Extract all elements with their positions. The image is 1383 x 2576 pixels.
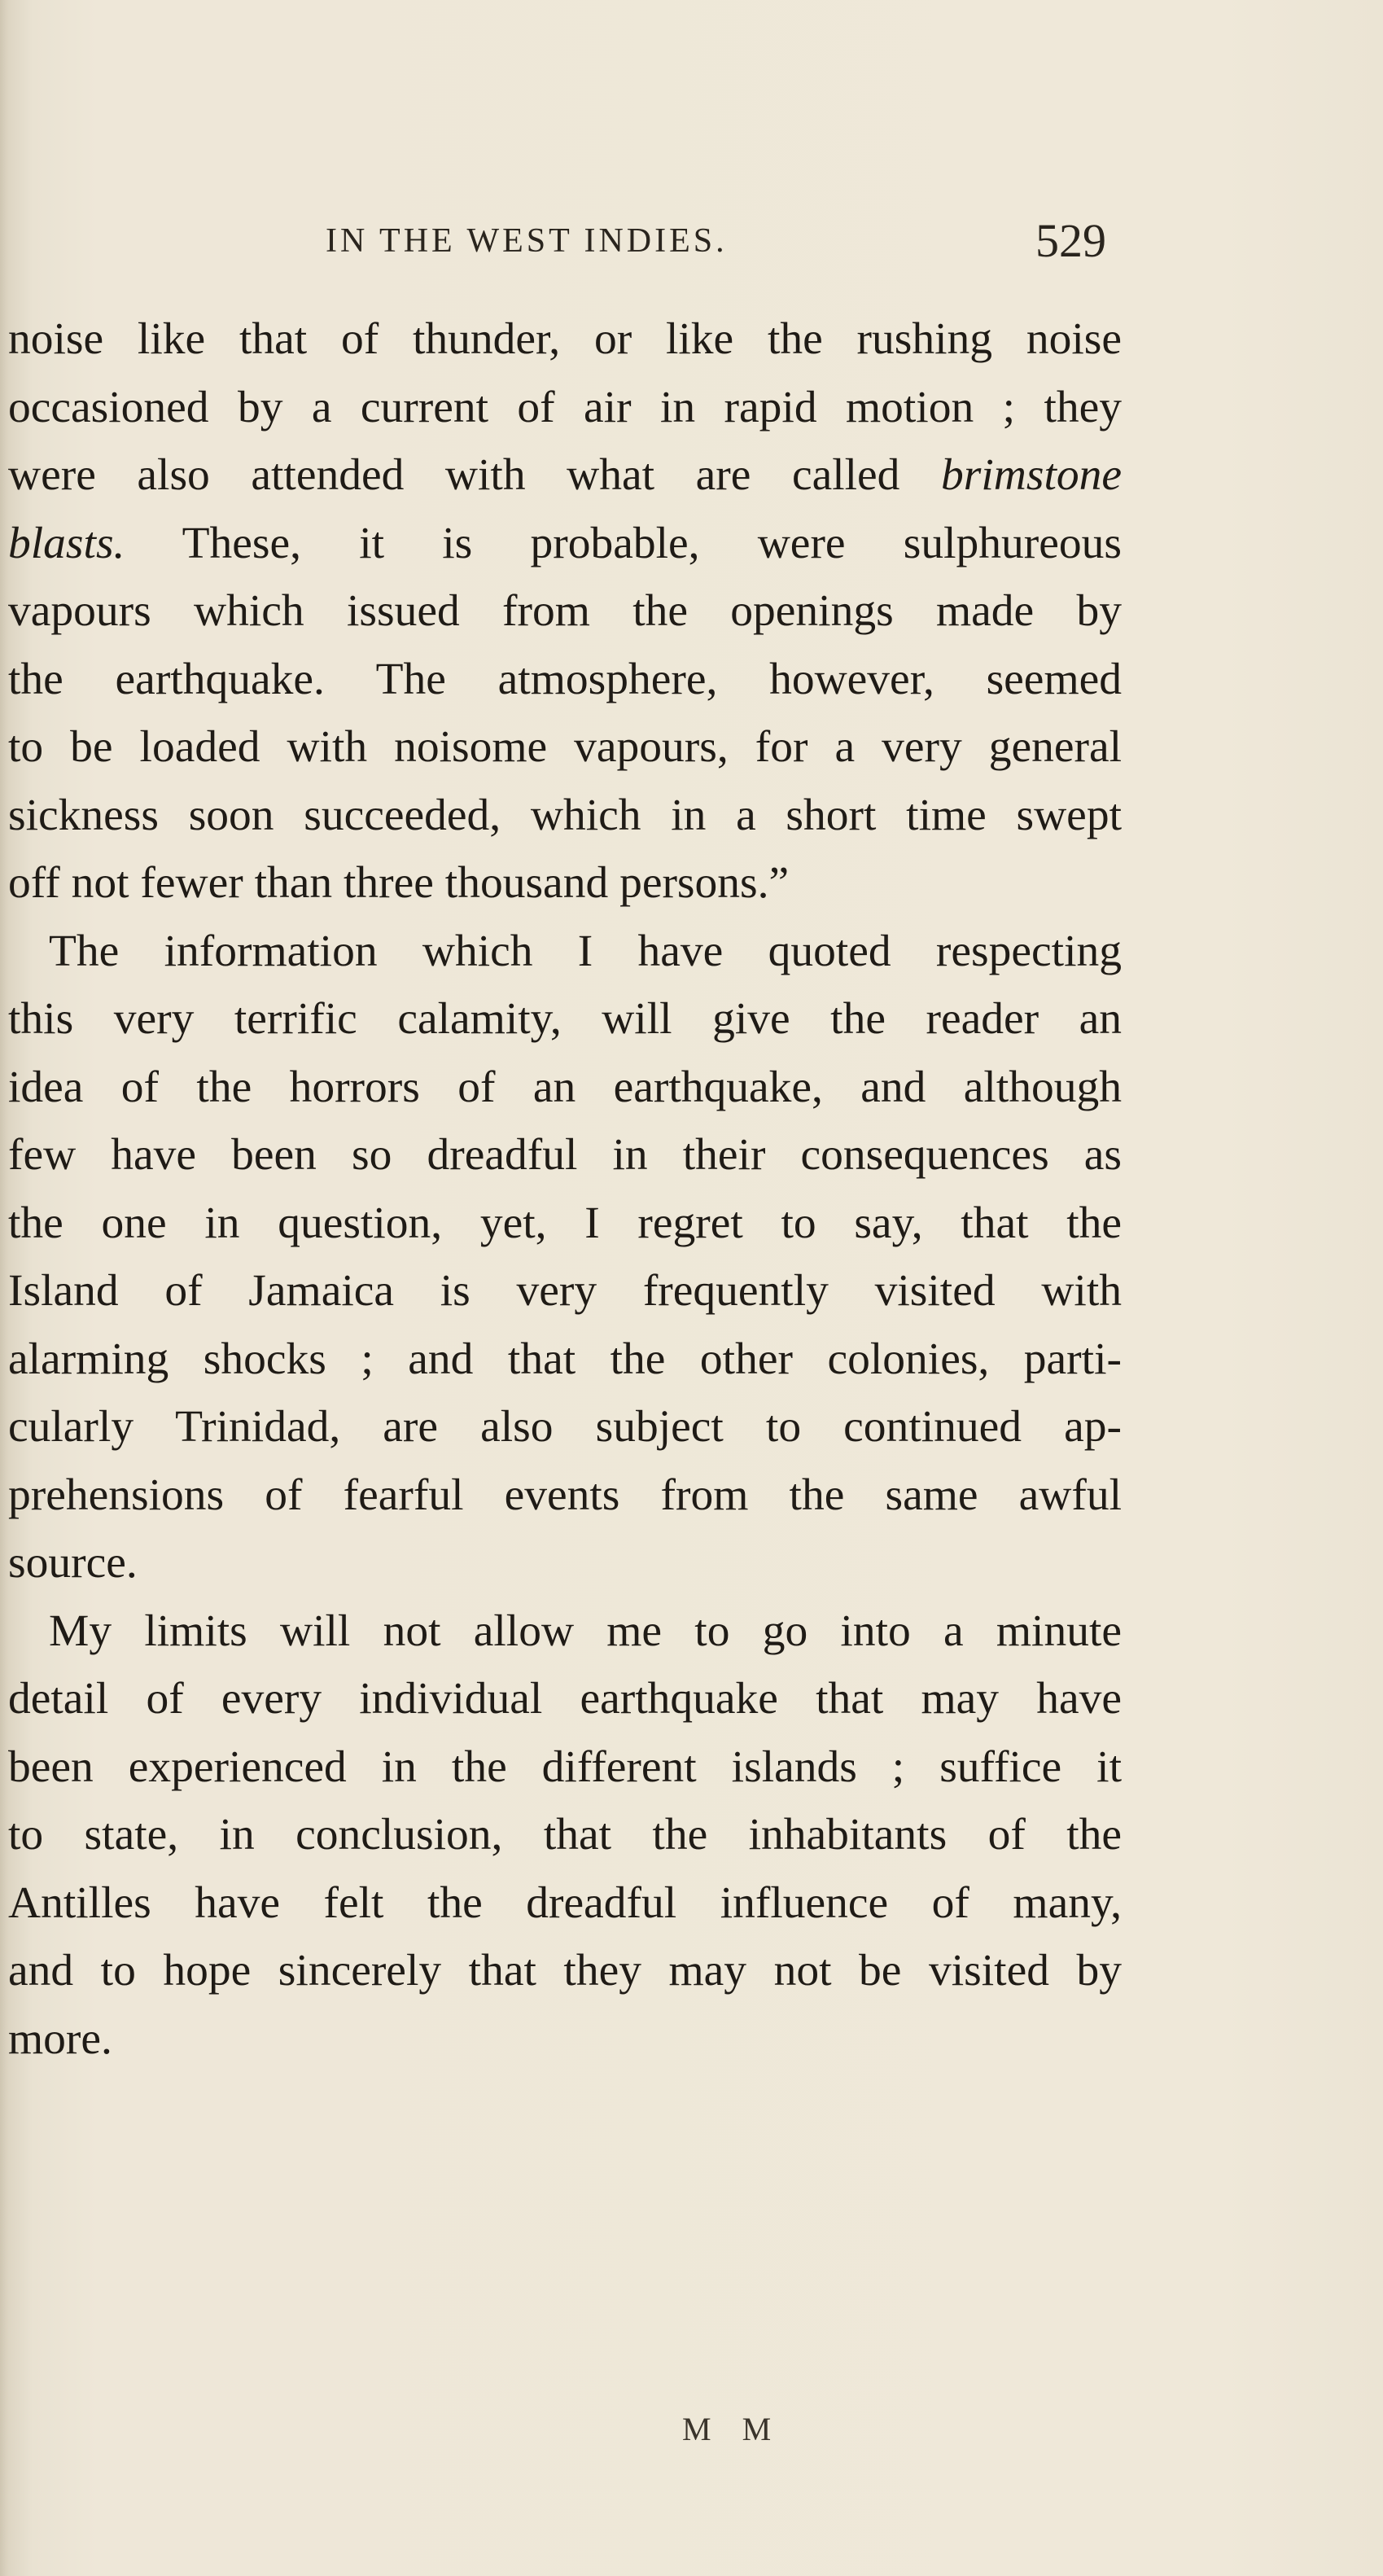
text-line: Antilles have felt the dreadful influence of many, [8, 1877, 1122, 1928]
text-line: more. [8, 2013, 112, 2064]
text-line: source. [8, 1538, 138, 1588]
text-line: this very terrific calamity, will give the reader an [8, 994, 1122, 1044]
text-line: to be loaded with noisome vapours, for a very general [8, 722, 1122, 772]
page-number: 529 [1035, 214, 1106, 267]
text-line: to state, in conclusion, that the inhabitants of the [8, 1810, 1122, 1860]
text-line: alarming shocks ; and that the other colonies, parti- [8, 1334, 1122, 1384]
italic-text: blasts. [8, 518, 125, 568]
text-line: few have been so dreadful in their consequences as [8, 1130, 1122, 1180]
text-line: been experienced in the different islands ; suffice it [8, 1741, 1122, 1792]
text-line: detail of every individual earthquake that may have [8, 1674, 1122, 1724]
text-run: These, it is probable, were sulphureous [125, 518, 1122, 568]
text-line: idea of the horrors of an earthquake, and although [8, 1062, 1122, 1112]
text-line: sickness soon succeeded, which in a short time swept [8, 790, 1122, 840]
text-line [8, 441, 1122, 510]
text-line: off not fewer than three thousand persons.” [8, 858, 790, 908]
running-head: IN THE WEST INDIES. [326, 222, 728, 260]
text-line: My limits will not allow me to go into a minute [49, 1606, 1122, 1656]
text-line: The information which I have quoted respecting [49, 926, 1122, 976]
text-line: the earthquake. The atmosphere, however, seemed [8, 654, 1122, 704]
text-line: occasioned by a current of air in rapid motion ; they [8, 382, 1122, 432]
text-line [8, 510, 1122, 578]
text-run: were also attended with what are called [8, 450, 941, 500]
body-text [8, 305, 1122, 2073]
text-line: noise like that of thunder, or like the rushing noise [8, 314, 1122, 364]
italic-text: brimstone [941, 450, 1122, 500]
text-line: Island of Jamaica is very frequently visited with [8, 1266, 1122, 1316]
text-line: prehensions of fearful events from the same awful [8, 1470, 1122, 1520]
signature-mark: M M [682, 2411, 783, 2447]
text-line: vapours which issued from the openings made by [8, 586, 1122, 636]
text-line: and to hope sincerely that they may not be visited by [8, 1946, 1122, 1996]
text-line: cularly Trinidad, are also subject to continued ap- [8, 1402, 1122, 1452]
text-line: the one in question, yet, I regret to say, that the [8, 1198, 1122, 1248]
